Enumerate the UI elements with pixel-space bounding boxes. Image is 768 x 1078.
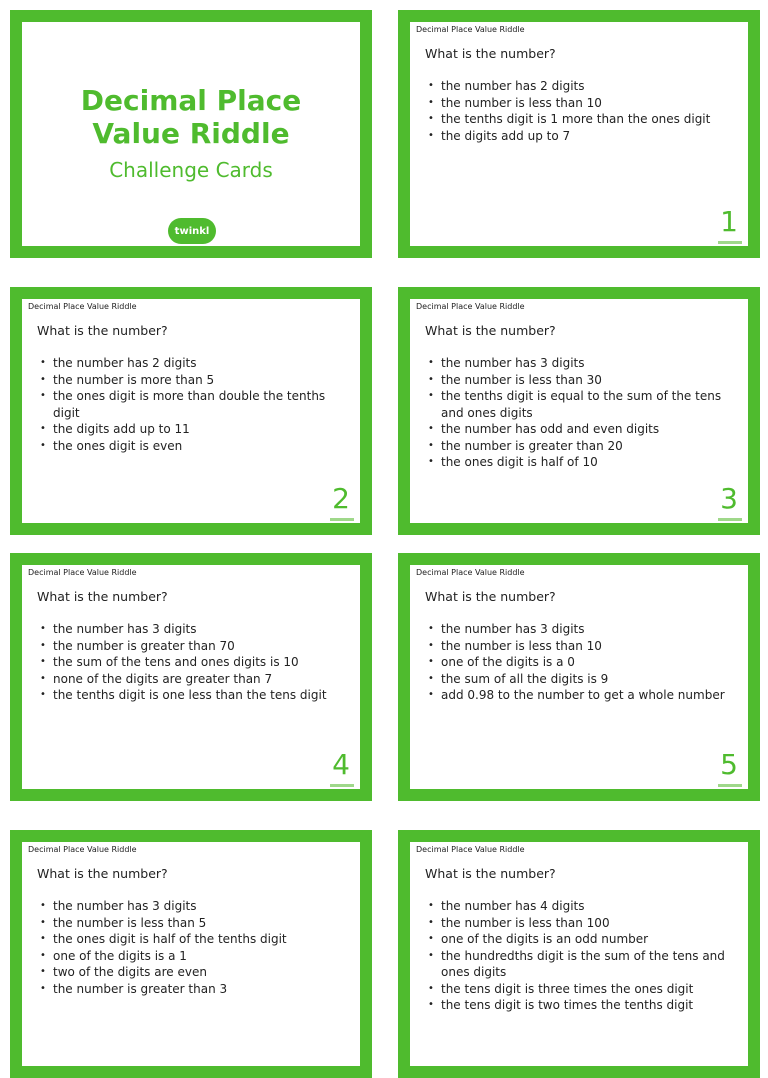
- clue-list: [425, 78, 738, 144]
- clue-item: • the tenths digit is 1 more than the ones digit: [425, 111, 738, 128]
- riddle-card-3: [398, 287, 760, 535]
- clue-item: • one of the digits is a 1: [37, 948, 350, 965]
- title-card-inner: [22, 22, 360, 246]
- card-footer-mark: [718, 241, 742, 244]
- clue-list: [425, 621, 738, 704]
- riddle-card-1: [398, 10, 760, 258]
- clue-item: • the ones digit is half of the tenths digit: [37, 931, 350, 948]
- clue-item: • the number has odd and even digits: [425, 421, 738, 438]
- card-header: Decimal Place Value Riddle: [416, 568, 525, 577]
- card-question: What is the number?: [37, 323, 168, 338]
- card-header: Decimal Place Value Riddle: [416, 302, 525, 311]
- card-question: What is the number?: [425, 46, 556, 61]
- clue-item: • the number has 3 digits: [37, 898, 350, 915]
- clue-item: • the tenths digit is one less than the tens digit: [37, 687, 350, 704]
- card-inner: [22, 565, 360, 789]
- card-question: What is the number?: [425, 589, 556, 604]
- clue-item: • the number is less than 10: [425, 95, 738, 112]
- clue-list: [425, 898, 738, 1014]
- title-line-1: Decimal Place: [80, 84, 302, 117]
- card-question: What is the number?: [425, 323, 556, 338]
- clue-list: [37, 898, 350, 997]
- riddle-card-5: [398, 553, 760, 801]
- clue-item: • the ones digit is more than double the tenths digit: [37, 388, 350, 421]
- clue-item: • the number has 2 digits: [425, 78, 738, 95]
- clue-list: [37, 355, 350, 454]
- clue-item: • one of the digits is a 0: [425, 654, 738, 671]
- title-heading: [22, 84, 360, 150]
- clue-item: • the tenths digit is equal to the sum of the tens and ones digits: [425, 388, 738, 421]
- card-number: 3: [720, 482, 738, 515]
- clue-item: • the digits add up to 11: [37, 421, 350, 438]
- riddle-card-2: [10, 287, 372, 535]
- clue-item: • the number is less than 30: [425, 372, 738, 389]
- clue-item: • the sum of all the digits is 9: [425, 671, 738, 688]
- card-number: 1: [720, 205, 738, 238]
- title-line-2: Value Riddle: [92, 117, 290, 150]
- clue-item: • one of the digits is an odd number: [425, 931, 738, 948]
- clue-item: • the hundredths digit is the sum of the tens and ones digits: [425, 948, 738, 981]
- card-number: 5: [720, 748, 738, 781]
- clue-item: • two of the digits are even: [37, 964, 350, 981]
- clue-item: • the number has 3 digits: [37, 621, 350, 638]
- card-header: Decimal Place Value Riddle: [416, 845, 525, 854]
- card-header: Decimal Place Value Riddle: [416, 25, 525, 34]
- card-question: What is the number?: [425, 866, 556, 881]
- clue-item: • the digits add up to 7: [425, 128, 738, 145]
- card-inner: [22, 299, 360, 523]
- card-header: Decimal Place Value Riddle: [28, 568, 137, 577]
- card-inner: [410, 842, 748, 1066]
- clue-item: • the tens digit is three times the ones digit: [425, 981, 738, 998]
- clue-item: • the number has 2 digits: [37, 355, 350, 372]
- card-inner: [22, 842, 360, 1066]
- card-question: What is the number?: [37, 589, 168, 604]
- clue-item: • the number is less than 5: [37, 915, 350, 932]
- riddle-card-4: [10, 553, 372, 801]
- card-footer-mark: [718, 784, 742, 787]
- card-header: Decimal Place Value Riddle: [28, 845, 137, 854]
- clue-item: • the number is greater than 70: [37, 638, 350, 655]
- clue-item: • none of the digits are greater than 7: [37, 671, 350, 688]
- clue-item: • the number is less than 10: [425, 638, 738, 655]
- clue-item: • add 0.98 to the number to get a whole number: [425, 687, 738, 704]
- clue-item: • the number has 4 digits: [425, 898, 738, 915]
- clue-item: • the number is greater than 20: [425, 438, 738, 455]
- clue-item: • the number has 3 digits: [425, 355, 738, 372]
- title-card: [10, 10, 372, 258]
- clue-list: [37, 621, 350, 704]
- card-footer-mark: [330, 784, 354, 787]
- logo-text: twinkl: [174, 225, 210, 237]
- card-footer-mark: [718, 518, 742, 521]
- clue-item: • the ones digit is half of 10: [425, 454, 738, 471]
- card-number: 2: [332, 482, 350, 515]
- clue-item: • the tens digit is two times the tenths digit: [425, 997, 738, 1014]
- clue-item: • the number is more than 5: [37, 372, 350, 389]
- twinkl-logo-icon: [168, 218, 216, 244]
- riddle-card-6: [10, 830, 372, 1078]
- clue-item: • the sum of the tens and ones digits is 10: [37, 654, 350, 671]
- clue-item: • the number has 3 digits: [425, 621, 738, 638]
- clue-list: [425, 355, 738, 471]
- clue-item: • the number is greater than 3: [37, 981, 350, 998]
- riddle-card-7: [398, 830, 760, 1078]
- card-question: What is the number?: [37, 866, 168, 881]
- title-subtitle: Challenge Cards: [109, 158, 273, 182]
- card-header: Decimal Place Value Riddle: [28, 302, 137, 311]
- clue-item: • the ones digit is even: [37, 438, 350, 455]
- clue-item: • the number is less than 100: [425, 915, 738, 932]
- card-inner: [410, 565, 748, 789]
- card-footer-mark: [330, 518, 354, 521]
- card-number: 4: [332, 748, 350, 781]
- card-inner: [410, 299, 748, 523]
- card-inner: [410, 22, 748, 246]
